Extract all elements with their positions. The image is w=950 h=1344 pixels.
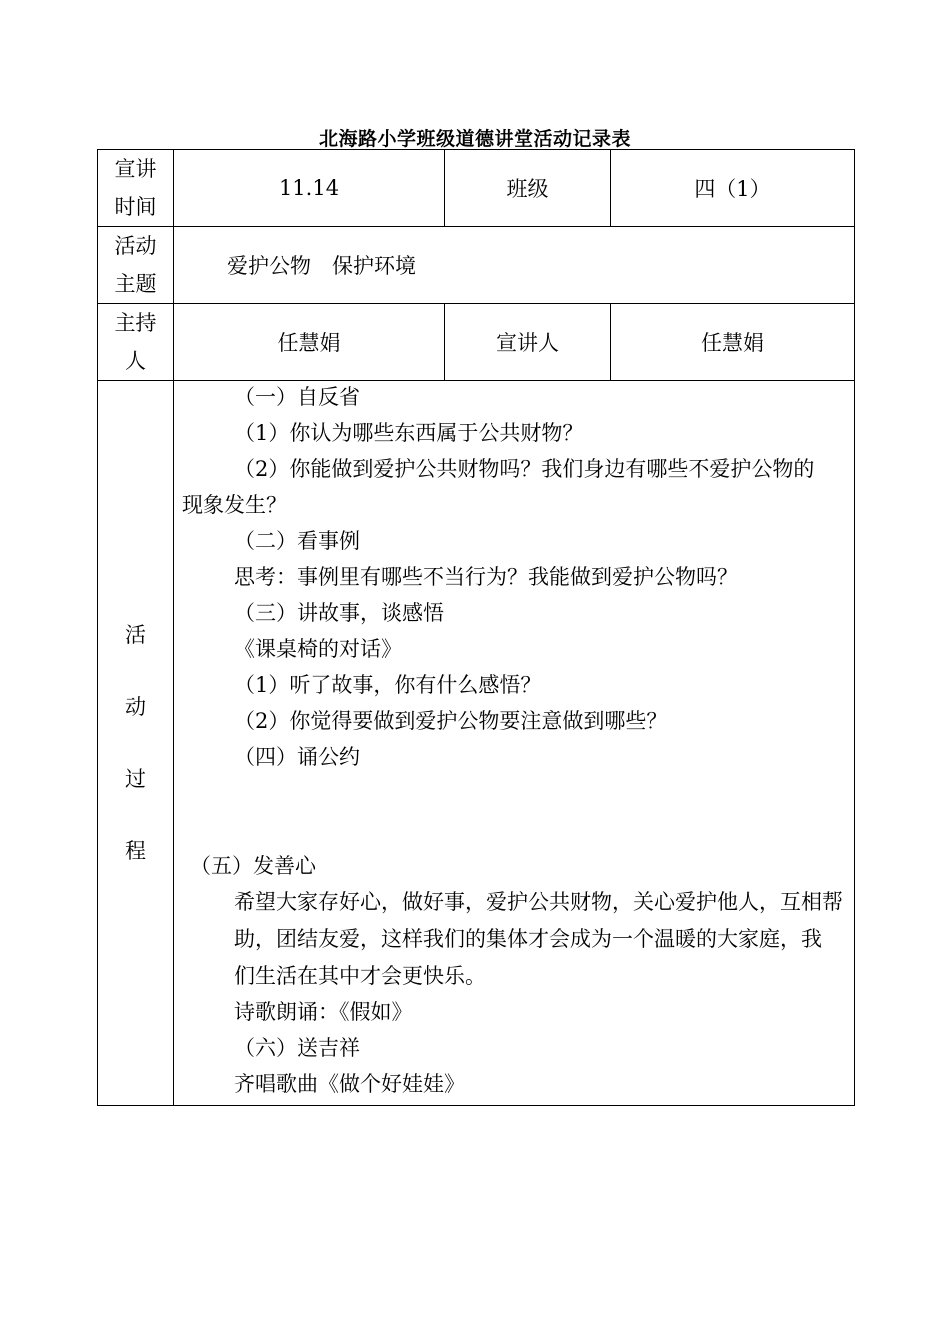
label-process-char: 动	[125, 695, 146, 719]
process-line: 诗歌朗诵：《假如》	[234, 1000, 413, 1024]
process-line: 现象发生？	[182, 493, 287, 517]
label-class: 班级	[445, 150, 611, 227]
process-line: 们生活在其中才会更快乐。	[234, 964, 486, 988]
label-theme-line2: 主题	[114, 272, 157, 296]
process-content	[174, 381, 855, 1106]
label-process-char: 程	[125, 839, 146, 863]
label-time	[98, 150, 174, 227]
process-line: 齐唱歌曲《做个好娃娃》	[234, 1072, 465, 1096]
process-line: （二）看事例	[234, 529, 360, 553]
row-time	[98, 150, 855, 227]
value-time: 11.14	[174, 150, 445, 227]
value-speaker: 任慧娟	[611, 304, 855, 381]
process-line: 思考：事例里有哪些不当行为？我能做到爱护公物吗？	[234, 565, 738, 589]
row-theme	[98, 227, 855, 304]
process-line: （三）讲故事，谈感悟	[234, 601, 444, 625]
process-line: （1）你认为哪些东西属于公共财物？	[234, 421, 584, 445]
label-time-line1: 宣讲	[114, 157, 157, 181]
process-line: （四）诵公约	[234, 745, 360, 769]
process-line: （一）自反省	[234, 385, 360, 409]
process-line: 《课桌椅的对话》	[234, 637, 402, 661]
label-theme	[98, 227, 174, 304]
process-line: （1）听了故事，你有什么感悟？	[234, 673, 542, 697]
process-line: （2）你能做到爱护公共财物吗？我们身边有哪些不爱护公物的	[234, 457, 815, 481]
record-table	[97, 149, 855, 1106]
process-line: 希望大家存好心，做好事，爱护公共财物，关心爱护他人，互相帮	[234, 890, 843, 914]
label-process-char: 过	[125, 767, 146, 791]
label-host-line1: 主持	[114, 311, 157, 335]
process-line: 助，团结友爱，这样我们的集体才会成为一个温暖的大家庭，我	[234, 927, 822, 951]
value-class: 四（1）	[611, 150, 855, 227]
label-theme-line1: 活动	[114, 234, 157, 258]
label-host	[98, 304, 174, 381]
label-time-line2: 时间	[114, 195, 157, 219]
label-speaker: 宣讲人	[445, 304, 611, 381]
process-line: （六）送吉祥	[234, 1036, 360, 1060]
row-process	[98, 381, 855, 1106]
value-host: 任慧娟	[174, 304, 445, 381]
label-process	[98, 381, 174, 1106]
row-host	[98, 304, 855, 381]
value-theme: 爱护公物 保护环境	[174, 227, 855, 304]
process-line: （五）发善心	[190, 854, 316, 878]
document-title: 北海路小学班级道德讲堂活动记录表	[318, 128, 631, 150]
process-line: （2）你觉得要做到爱护公物要注意做到哪些？	[234, 709, 668, 733]
label-host-line2: 人	[125, 349, 146, 373]
label-process-char: 活	[125, 623, 146, 647]
